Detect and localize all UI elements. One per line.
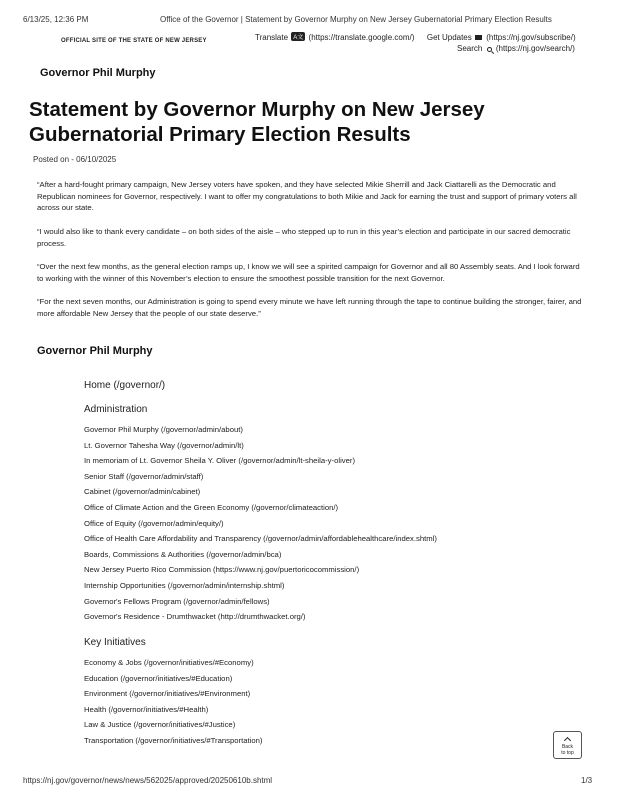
nav-initiative-item[interactable]: Law & Justice (/governor/initiatives/#Justice) (84, 720, 236, 730)
envelope-icon (475, 35, 482, 40)
nav-home-link[interactable]: Home (/governor/) (84, 380, 166, 391)
nav-admin-item[interactable]: Governor Phil Murphy (/governor/admin/about) (84, 425, 243, 434)
official-site-label: OFFICIAL SITE OF THE STATE OF NEW JERSEY (61, 38, 207, 44)
search-link[interactable] (457, 44, 575, 53)
article-paragraph-3: “Over the next few months, as the general election ramps up, I know we will see a spirited campaign for Governor and all 80 Assembly seats. And I look forward to working with the winner of this November’s election to ensure the smoothest possible transition for the next Governor. (37, 262, 580, 283)
get-updates-url: (https://nj.gov/subscribe/) (486, 33, 576, 42)
footer-nav-heading[interactable]: Governor Phil Murphy (37, 345, 153, 357)
initiatives-list (84, 657, 262, 751)
nav-admin-item[interactable]: Governor's Residence - Drumthwacket (http://drumthwacket.org/) (84, 612, 306, 622)
page-title: Statement by Governor Murphy on New Jersey Gubernatorial Primary Election Results (29, 98, 485, 146)
nav-initiative-item[interactable]: Economy & Jobs (/governor/initiatives/#Economy) (84, 658, 254, 667)
print-footer-url: https://nj.gov/governor/news/news/562025/approved/20250610b.shtml (23, 776, 273, 785)
nav-initiative-item[interactable]: Environment (/governor/initiatives/#Environment) (84, 689, 251, 699)
back-to-top-line2: to top (561, 749, 574, 756)
translate-label: Translate (255, 33, 289, 42)
get-updates-label: Get Updates (426, 33, 472, 42)
top-links-row-1 (255, 32, 576, 42)
nav-admin-item[interactable]: Internship Opportunities (/governor/admin/internship.shtml) (84, 580, 285, 590)
article-paragraph-4: “For the next seven months, our Administration is going to spend every minute we have left running through the tape to continue building the stronger, fairer, and more affordable New Jersey that the people of our state deserve.” (37, 297, 582, 318)
posted-date: Posted on - 06/10/2025 (33, 155, 117, 164)
top-links-row-2 (457, 44, 575, 53)
translate-icon: A文 (291, 32, 305, 41)
search-url: (https://nj.gov/search/) (495, 44, 575, 53)
nav-admin-item[interactable]: Governor's Fellows Program (/governor/admin/fellows) (84, 596, 270, 606)
print-datetime: 6/13/25, 12:36 PM (23, 15, 89, 24)
chevron-up-icon (564, 737, 571, 744)
nav-administration-heading: Administration (84, 404, 148, 415)
back-to-top-button[interactable] (553, 731, 582, 759)
nav-admin-item[interactable]: Lt. Governor Tahesha Way (/governor/admin/lt) (84, 440, 244, 450)
nav-admin-item[interactable]: Office of Equity (/governor/admin/equity/) (84, 518, 224, 528)
back-to-top-line1: Back (561, 744, 574, 750)
get-updates-link[interactable] (427, 33, 576, 42)
nav-initiative-item[interactable]: Education (/governor/initiatives/#Education) (84, 673, 233, 683)
governor-home-link[interactable]: Governor Phil Murphy (40, 67, 156, 79)
administration-list (84, 424, 437, 627)
article-paragraph-2: “I would also like to thank every candidate – on both sides of the aisle – who stepped up to run in this year’s election and participate in our sacred democratic process. (37, 227, 571, 248)
nav-admin-item[interactable]: Boards, Commissions & Authorities (/governor/admin/bca) (84, 549, 282, 559)
nav-admin-item[interactable]: Office of Health Care Affordability and Transparency (/governor/admin/affordablehealthcare/index.shtml) (84, 534, 437, 544)
nav-admin-item[interactable]: Cabinet (/governor/admin/cabinet) (84, 487, 201, 497)
print-page-number: 1/3 (581, 776, 593, 785)
nav-admin-item[interactable]: Senior Staff (/governor/admin/staff) (84, 471, 204, 481)
nav-initiative-item[interactable]: Transportation (/governor/initiatives/#Transportation) (84, 735, 263, 745)
print-doc-title: Office of the Governor | Statement by Governor Murphy on New Jersey Gubernatorial Primary Election Results (160, 15, 552, 24)
translate-link[interactable] (255, 33, 417, 42)
search-label: Search (457, 44, 483, 53)
search-icon (487, 47, 492, 52)
nav-admin-item[interactable]: In memoriam of Lt. Governor Sheila Y. Oliver (/governor/admin/lt-sheila-y-oliver) (84, 456, 356, 466)
nav-admin-item[interactable]: New Jersey Puerto Rico Commission (https://www.nj.gov/puertoricocommission/) (84, 565, 360, 575)
article-paragraph-1: “After a hard-fought primary campaign, New Jersey voters have spoken, and they have selected Mikie Sherrill and Jack Ciattarelli as the Democratic and Republican nominees for Governor, respectively. I want to offer my congratulations to both Mikie and Jack for earning the trust and support of primary voters all across our state. (37, 180, 577, 212)
translate-url: (https://translate.google.com/) (308, 33, 415, 42)
nav-initiatives-heading: Key Initiatives (84, 637, 146, 648)
nav-admin-item[interactable]: Office of Climate Action and the Green Economy (/governor/climateaction/) (84, 502, 339, 512)
nav-initiative-item[interactable]: Health (/governor/initiatives/#Health) (84, 704, 209, 714)
